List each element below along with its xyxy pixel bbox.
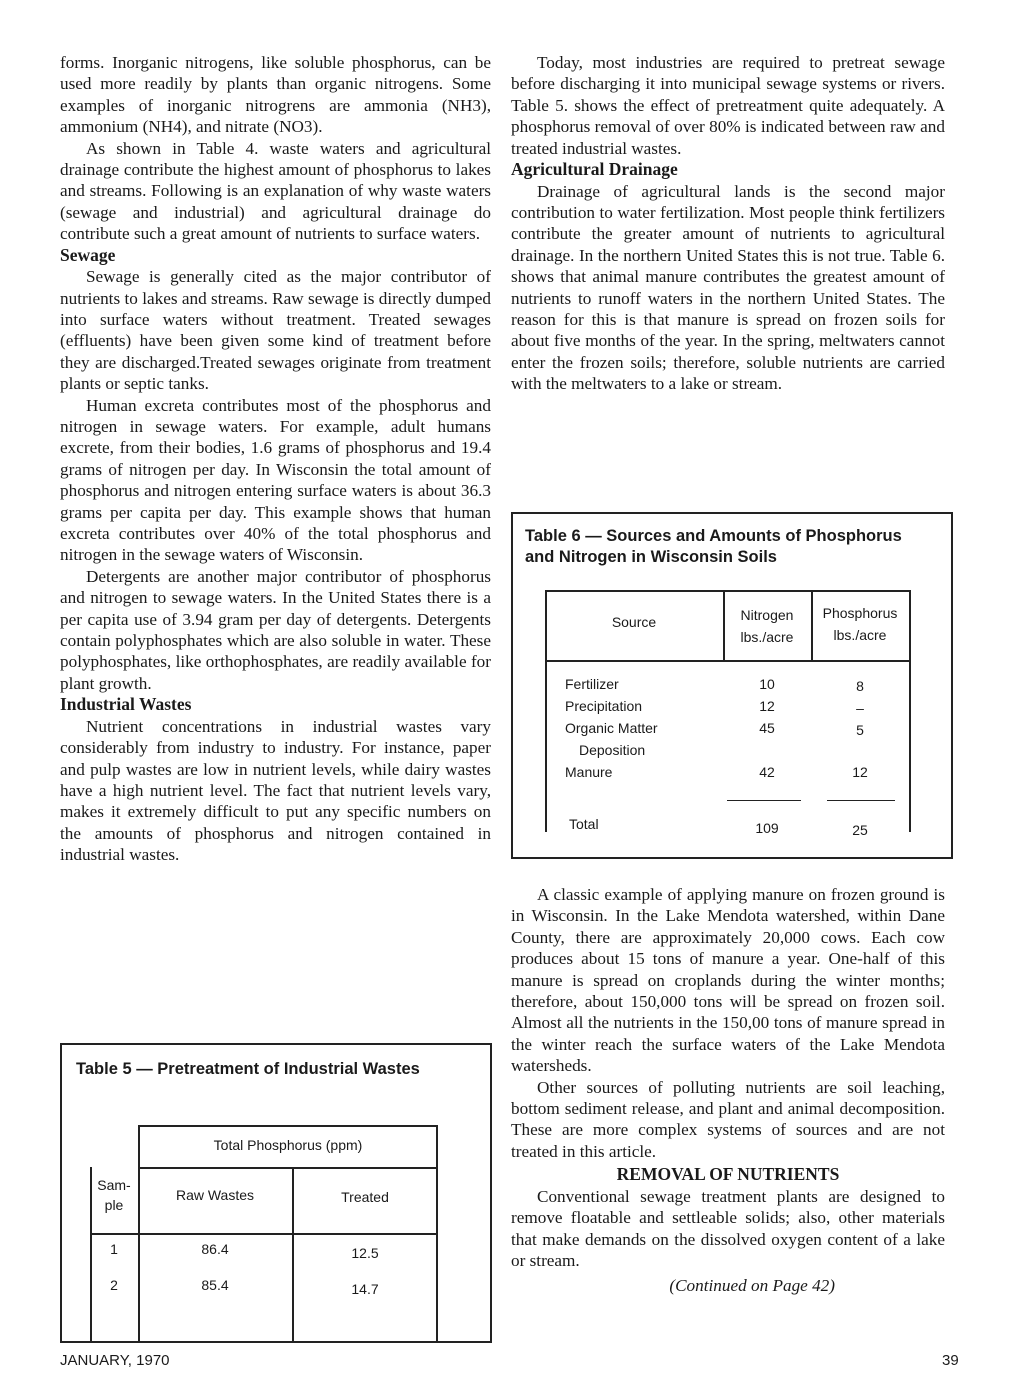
table-6-col-nitrogen: Nitrogen lbs./acre [740,607,794,645]
paragraph: Nutrient concentrations in industrial wastes vary considerably from industry to industry. For instance, paper and pulp wastes are low in nutrient levels, while dairy wastes have a high nutrient level. The fact that nutrient levels vary, makes it extremely difficult to put any specific numbers on the amounts of phosphorus and nitrogen contained in industrial wastes. [60,716,491,865]
paragraph: A classic example of applying manure on frozen ground is in Wisconsin. In the Lake Mendota watershed, within Dane County, there are approximately 20,000 cows. Each cow produces about 15 tons of manure a year. One-half of this manure is spread on croplands during the winter months; therefore, about 150,000 tons will be spread on frozen soil. Almost all the nutrients in the 150,00 tons of manure spread in the winter reach the surface waters of the Lake Mendota watersheds. [511,885,945,1076]
right-column-lower [511,884,945,1297]
section-heading-industrial: Industrial Wastes [60,694,192,715]
cell-treated: 14.7 [351,1281,379,1297]
paragraph: As shown in Table 4. waste waters and agricultural drainage contribute the highest amount of phosphorus to lakes and streams. Following is an explanation of why waste waters (sewage and industrial) and agricultural drainage do contribute such a great amount of nutrients to surface waters. [60,138,491,244]
table-row [90,1277,438,1299]
paragraph: Sewage is generally cited as the major contributor of nutrients to lakes and streams. Raw sewage is directly dumped into surface waters without treatment. Treated sewages (effluents) have been given some kind of treatment before they are discharged.Treated sewages originate from treatment plants or septic tanks. [60,267,491,394]
table-5-group-header: Total Phosphorus (ppm) [213,1137,363,1153]
footer-date: JANUARY, 1970 [60,1352,170,1369]
continued-note: (Continued on Page 42) [669,1276,835,1296]
cell-treated: 12.5 [351,1245,379,1261]
cell-source: Manure [565,764,613,780]
cell-sample: 1 [110,1241,118,1257]
paragraph: Today, most industries are required to pretreat sewage before discharging it into municipal sewage systems or rivers. Table 5. shows the effect of pretreatment quite adequately. A phosphorus removal of over 80% is indicated between raw and treated industrial wastes. [511,53,945,158]
table-6-title: Table 6 — Sources and Amounts of Phosphorus and Nitrogen in Wisconsin Soils [525,527,902,566]
cell-raw: 86.4 [201,1241,229,1257]
cell-total-label: Total [569,816,599,832]
cell-phosphorus: 5 [856,722,864,738]
table-6-col-source: Source [611,614,657,630]
cell-nitrogen: 42 [759,764,775,780]
cell-phosphorus: 12 [852,764,868,780]
cell-source: Organic Matter [565,720,658,736]
paragraph: Detergents are another major contributor of phosphorus and nitrogen to sewage waters. In the United States there is a per capita use of 3.94 gram per day of detergents. Detergents contain polyphosphates which are also soluble in water. These polyphosphates, like orthophosphates, are readily available for plant growth. [60,566,491,693]
cell-source: Deposition [579,742,646,758]
paragraph: Other sources of polluting nutrients are soil leaching, bottom sediment release, and plant and animal decomposition. These are more complex systems of sources and are not treated in this article. [511,1077,945,1161]
table-row [90,1241,438,1263]
page-number: 39 [942,1352,959,1369]
left-column [60,52,491,866]
cell-phosphorus: – [856,700,864,716]
cell-source: Fertilizer [565,676,619,692]
cell-sample: 2 [110,1277,118,1293]
cell-total-phosphorus: 25 [852,822,868,838]
cell-nitrogen: 12 [759,698,775,714]
cell-nitrogen: 10 [759,676,775,692]
table-5-col-raw: Raw Wastes [175,1187,255,1203]
table-6 [511,512,953,859]
section-heading-sewage: Sewage [60,244,116,265]
section-heading-removal: REMOVAL OF NUTRIENTS [616,1164,840,1185]
table-5 [60,1043,492,1343]
cell-raw: 85.4 [201,1277,229,1293]
paragraph: forms. Inorganic nitrogens, like soluble phosphorus, can be used more readily by plants than organic nitrogens. Some examples of inorganic nitrogrens are ammonia (NH3), ammonium (NH4), and nitrate (NO3). [60,53,491,137]
cell-nitrogen: 45 [759,720,775,736]
cell-phosphorus: 8 [856,678,864,694]
table-6-col-phosphorus: Phosphorus lbs./acre [822,605,898,643]
table-5-title: Table 5 — Pretreatment of Industrial Wastes [76,1060,420,1078]
paragraph: Conventional sewage treatment plants are designed to remove floatable and settleable solids; also, other materials that make demands on the dissolved oxygen content of a lake or stream. [511,1186,945,1270]
table-5-col-treated: Treated [341,1189,389,1205]
section-heading-agricultural: Agricultural Drainage [511,159,678,180]
paragraph: Drainage of agricultural lands is the second major contribution to water fertilization. Most people think fertilizers contribute the greater amount of nutrients to agricultural drainage. In the northern United States this is not true. Table 6. shows that animal manure contributes the greatest amount of nutrients to runoff waters in the northern United States. The reason for this is that manure is spread on frozen soils for about five months of the year. In the spring, meltwaters cannot enter the frozen soils; therefore, soluble nutrients are carried with the meltwaters to a lake or stream. [511,181,945,394]
cell-total-nitrogen: 109 [755,820,779,836]
right-column [511,52,945,395]
table-5-col-sample: Sam- ple [97,1177,131,1213]
cell-source: Precipitation [565,698,643,714]
paragraph: Human excreta contributes most of the phosphorus and nitrogen in sewage waters. For example, adult humans excrete, from their bodies, 1.6 grams of phosphorus and 19.4 grams of nitrogen per day. In Wisconsin the total amount of phosphorus and nitrogen entering surface waters is about 36.3 grams per capita per day. This example shows that human excreta contributes over 40% of the total phosphorus and nitrogen in the sewage waters of Wisconsin. [60,395,491,565]
